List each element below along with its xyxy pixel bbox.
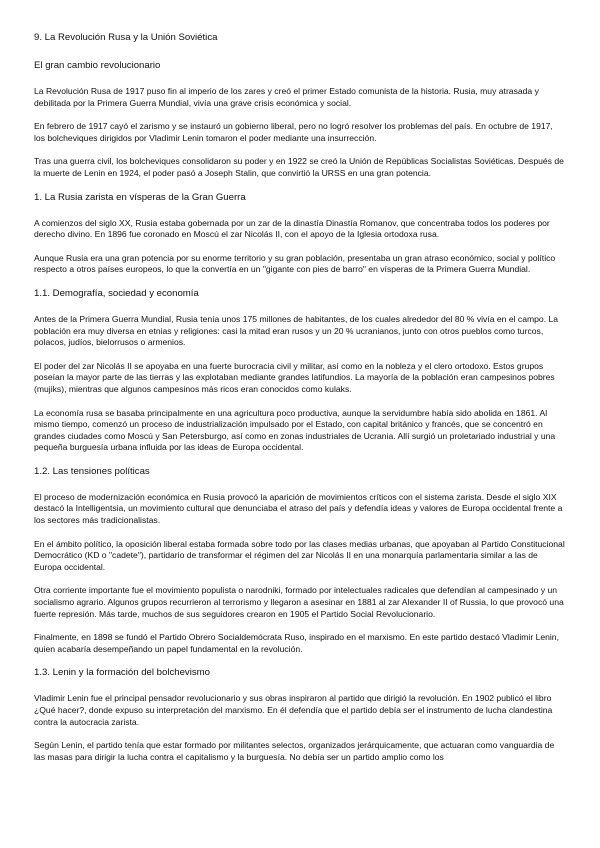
section-heading-1: 1. La Rusia zarista en vísperas de la Gran Guerra bbox=[34, 191, 246, 203]
section-heading-1-2: 1.2. Las tensiones políticas bbox=[34, 465, 150, 477]
paragraph: Finalmente, en 1898 se fundó el Partido Obrero Socialdemócrata Ruso, inspirado en el marxismo. En este partido destacó Vladimir Lenin, quien acabaría desempeñando un papel fundamental en la revolución. bbox=[34, 632, 559, 654]
section-heading-1-3: 1.3. Lenin y la formación del bolchevismo bbox=[34, 667, 210, 679]
paragraph: El proceso de modernización económica en Rusia provocó la aparición de movimientos críticos con el sistema zarista. Desde el siglo XIX destacó la Intelligentsia, un movimiento cultural que denunciaba el atraso del país y defendía ideas y valores de Europa occidental frente a los sectores más tradicionalistas. bbox=[34, 491, 563, 526]
paragraph: Según Lenin, el partido tenía que estar formado por militantes selectos, organizados jerárquicamente, que actuaran como vanguardia de las masas para dirigir la lucha contra el capitalismo y la burguesía. No debía ser un partido amplio como los bbox=[34, 740, 555, 762]
paragraph: Tras una guerra civil, los bolcheviques consolidaron su poder y en 1922 se creó la Unión de Repúblicas Socialistas Soviéticas. Después de la muerte de Lenin en 1924, el poder pasó a Joseph Stalin, que convirtió la URSS en una gran potencia. bbox=[34, 156, 564, 178]
paragraph: Antes de la Primera Guerra Mundial, Rusia tenía unos 175 millones de habitantes, de los cuales alrededor del 80 % vivía en el campo. La población era muy diversa en etnias y religiones: casi la mitad eran rusos y un 20 % ucranianos, junto con otros pueblos como turcos, polacos, judíos, bielorrusos o armenios. bbox=[34, 313, 559, 348]
section-heading-intro: El gran cambio revolucionario bbox=[34, 60, 161, 71]
paragraph: Otra corriente importante fue el movimiento populista o narodniki, formado por intelectuales radicales que defendían al campesinado y un socialismo agrario. Algunos grupos recurrieron al terrorismo y llegaron a asesinar en 1881 al zar Alexander II of Russia, lo que provocó una fuerte represión. Más tarde, muchos de sus seguidores crearon en 1905 el Partido Social Revolucionario. bbox=[34, 585, 564, 619]
section-heading-1-1: 1.1. Demografía, sociedad y economía bbox=[34, 287, 199, 299]
paragraph: Aunque Rusia era una gran potencia por su enorme territorio y su gran población, presentaba un gran atraso económico, social y político respecto a otros países europeos, lo que la convertía en un "gigante con pies de barro" en vísperas de la Primera Guerra Mundial. bbox=[34, 252, 556, 275]
paragraph: La Revolución Rusa de 1917 puso fin al imperio de los zares y creó el primer Estado comunista de la historia. Rusia, muy atrasada y debilitada por la Primera Guerra Mundial, vivía una grave crisis económica y social. bbox=[34, 86, 539, 108]
paragraph: La economía rusa se basaba principalmente en una agricultura poco productiva, aunque la servidumbre había sido abolida en 1861. Al mismo tiempo, comenzó un proceso de industrialización impulsado por el Estado, con capital británico y francés, que se concentró en grandes ciudades como Moscú y San Petersburgo, así como en zonas industriales de Ucrania. Allí surgió un proletariado industrial y una pequeña burguesía urbana influida por las ideas de Europa occidental. bbox=[34, 407, 556, 453]
paragraph: El poder del zar Nicolás II se apoyaba en una fuerte burocracia civil y militar, así como en la nobleza y el clero ortodoxo. Estos grupos poseían la mayor parte de las tierras y las explotaban mediante grandes latifundios. La mayoría de la población eran campesinos pobres (mujiks), mientras que algunos campesinos más ricos eran conocidos como kulaks. bbox=[34, 360, 555, 394]
paragraph: A comienzos del siglo XX, Rusia estaba gobernada por un zar de la dinastía Dinastía Romanov, que concentraba todos los poderes por derecho divino. En 1896 fue coronado en Moscú el zar Nicolás II, con el apoyo de la Iglesia ortodoxa rusa. bbox=[34, 217, 550, 240]
paragraph: Vladimir Lenin fue el principal pensador revolucionario y sus obras inspiraron al partido que dirigió la revolución. En 1902 publicó el libro ¿Qué hacer?, donde expuso su interpretación del marxismo. En él defendía que el partido debía ser el instrumento de lucha clandestina contra la autocracia zarista. bbox=[34, 693, 553, 727]
document-title: 9. La Revolución Rusa y la Unión Soviética bbox=[34, 32, 218, 43]
paragraph: En febrero de 1917 cayó el zarismo y se instauró un gobierno liberal, pero no logró resolver los problemas del país. En octubre de 1917, los bolcheviques dirigidos por Vladimir Lenin tomaron el poder mediante una insurrección. bbox=[34, 121, 553, 143]
paragraph: En el ámbito político, la oposición liberal estaba formada sobre todo por las clases medias urbanas, que apoyaban al Partido Constitucional Democrático (KD o "cadete"), partidario de transformar el régimen del zar Nicolás II en una monarquía parlamentaria similar a las de Europa occidental. bbox=[34, 538, 565, 572]
